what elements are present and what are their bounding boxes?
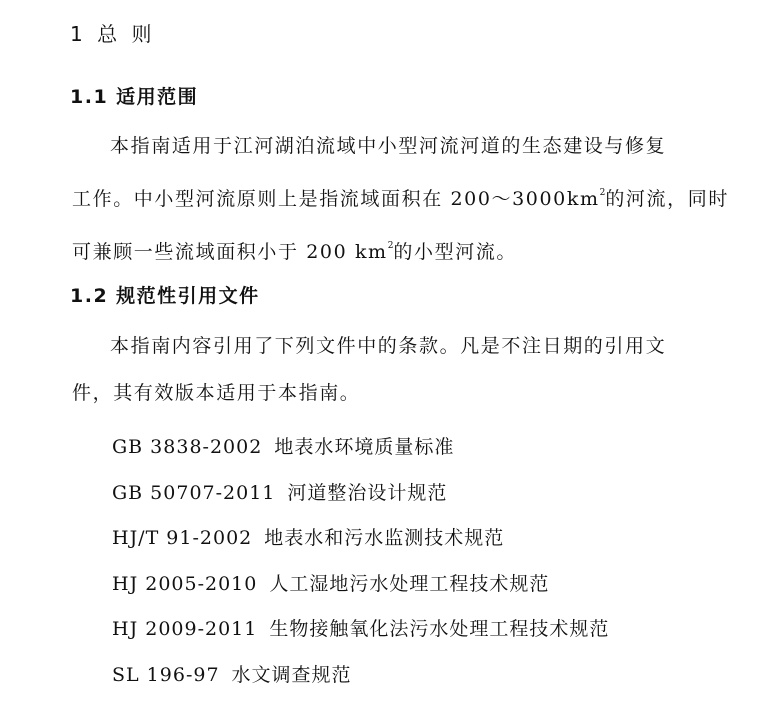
chapter-number: 1 <box>70 22 87 46</box>
reference-item <box>112 653 609 699</box>
section-number: 1.1 <box>70 86 109 108</box>
section-title: 适用范围 <box>116 86 199 108</box>
reference-code: SL 196-97 <box>112 663 220 686</box>
paragraph-line: 本指南内容引用了下列文件中的条款。凡是不注日期的引用文 <box>110 335 667 357</box>
reference-code: GB 3838-2002 <box>112 436 263 458</box>
reference-item <box>112 516 609 562</box>
reference-item <box>112 425 609 471</box>
section-1-1-heading <box>70 82 198 109</box>
reference-code: HJ/T 91-2002 <box>112 527 253 550</box>
reference-list <box>112 425 609 699</box>
paragraph-line: 本指南适用于江河湖泊流域中小型河流河道的生态建设与修复 <box>110 135 667 157</box>
reference-code: HJ 2005-2010 <box>112 572 258 595</box>
section-1-2-heading <box>70 281 260 308</box>
chapter-title: 总 则 <box>97 22 156 46</box>
text-run: 的小型河流。 <box>393 241 518 263</box>
section-1-2-body <box>72 323 682 417</box>
reference-title: 水文调查规范 <box>231 663 352 686</box>
section-1-1-body <box>72 123 729 276</box>
chapter-heading <box>70 18 155 47</box>
section-number: 1.2 <box>70 285 109 307</box>
paragraph-line <box>72 223 682 276</box>
text-run: 的河流，同时 <box>605 188 729 210</box>
reference-item <box>112 471 609 517</box>
reference-title: 地表水和污水监测技术规范 <box>264 527 505 550</box>
reference-code: HJ 2009-2011 <box>112 618 258 641</box>
paragraph-line <box>72 170 729 223</box>
section-title: 规范性引用文件 <box>116 285 260 307</box>
reference-title: 生物接触氧化法污水处理工程技术规范 <box>269 618 610 641</box>
reference-title: 地表水环境质量标准 <box>274 436 455 458</box>
reference-title: 人工湿地污水处理工程技术规范 <box>269 572 550 595</box>
paragraph-line: 件，其有效版本适用于本指南。 <box>72 382 361 404</box>
superscript: 2 <box>387 241 394 251</box>
reference-item <box>112 607 609 653</box>
text-run: 工作。中小型河流原则上是指流域面积在 200～3000km <box>72 188 600 210</box>
superscript: 2 <box>599 188 606 198</box>
reference-title: 河道整治设计规范 <box>287 481 448 504</box>
reference-item <box>112 562 609 608</box>
reference-code: GB 50707-2011 <box>112 481 276 504</box>
text-run: 可兼顾一些流域面积小于 200 km <box>72 241 388 263</box>
